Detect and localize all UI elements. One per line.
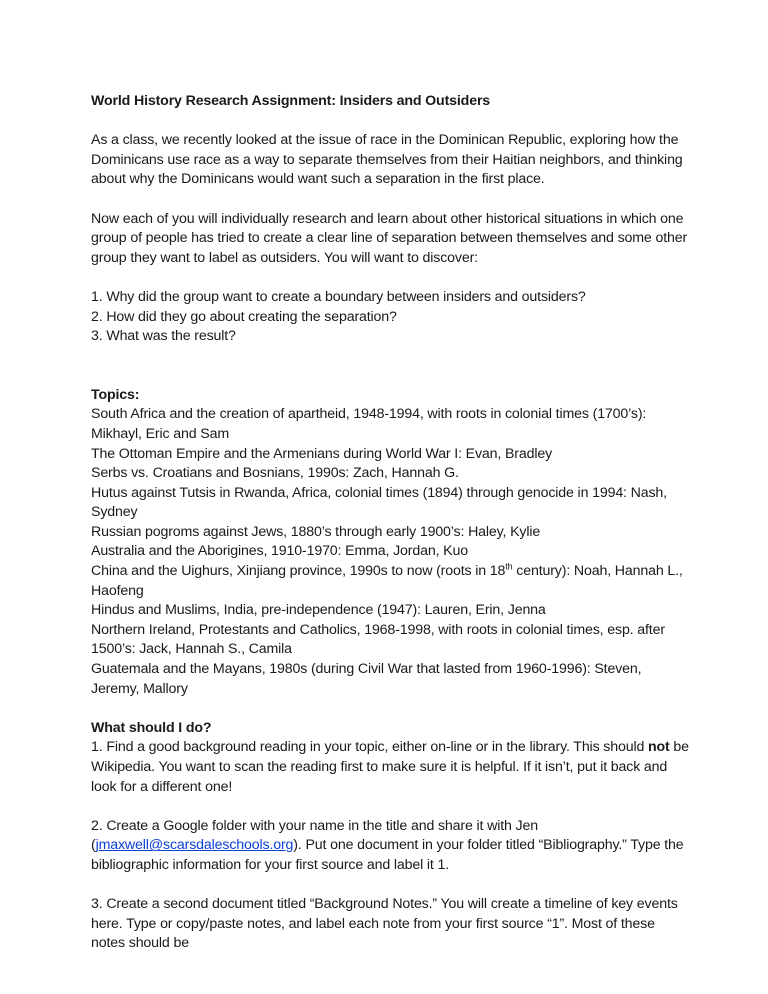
step-1	[91, 738, 691, 797]
topic-item: The Ottoman Empire and the Armenians during World War I: Evan, Bradley	[91, 445, 553, 462]
topic-item: Guatemala and the Mayans, 1980s (during Civil War that lasted from 1960-1996): Steven, Jeremy, Mallory	[91, 661, 642, 697]
topic-item: Hutus against Tutsis in Rwanda, Africa, colonial times (1894) through genocide in 1994: Nash, Sydney	[91, 484, 667, 521]
step-3: 3. Create a second document titled “Background Notes.” You will create a timeline of key events here. Type or copy/paste notes, and label each note from your first source “1”. Most of these notes should be	[91, 896, 678, 952]
question-1: 1. Why did the group want to create a boundary between insiders and outsiders?	[91, 288, 586, 305]
topic-text: century): Noah, Hannah L., Haofeng	[91, 563, 683, 599]
question-3: 3. What was the result?	[91, 328, 236, 345]
topic-item	[91, 562, 691, 601]
topics-heading: Topics:	[91, 386, 140, 403]
topic-item: Hindus and Muslims, India, pre-independence (1947): Lauren, Erin, Jenna	[91, 602, 546, 619]
topic-item: South Africa and the creation of apartheid, 1948-1994, with roots in colonial times (1700’s): Mikhayl, Eric and Sam	[91, 406, 647, 442]
topic-item: Northern Ireland, Protestants and Catholics, 1968-1998, with roots in colonial times, esp. after 1500’s: Jack, Hannah S., Camila	[91, 621, 665, 658]
document-page	[91, 92, 691, 954]
emphasis-not: not	[648, 739, 670, 756]
email-link[interactable]: jmaxwell@scarsdaleschools.org	[95, 837, 294, 854]
question-2: 2. How did they go about creating the separation?	[91, 308, 397, 325]
step-text: 2. Create a Google folder with your name in the title and share it with Jen (	[91, 817, 538, 854]
task-intro-paragraph: Now each of you will individually research and learn about other historical situations in which one group of people has tried to create a clear line of separation between themselves and some other group they want to label as outsiders. You will want to discover:	[91, 210, 688, 266]
topic-item: Serbs vs. Croatians and Bosnians, 1990s: Zach, Hannah G.	[91, 465, 459, 482]
ordinal-suffix: th	[505, 561, 513, 572]
topic-item: Australia and the Aborigines, 1910-1970: Emma, Jordan, Kuo	[91, 543, 468, 560]
step-text: ). Put one document in your folder titled “Bibliography.” Type the bibliographic information for your first source and label it 1.	[91, 837, 684, 873]
topic-item: Russian pogroms against Jews, 1880’s through early 1900’s: Haley, Kylie	[91, 523, 541, 540]
intro-paragraph: As a class, we recently looked at the issue of race in the Dominican Republic, exploring how the Dominicans use race as a way to separate themselves from their Haitian neighbors, and thinking about why the Dominicans would want such a separation in the first place.	[91, 132, 683, 188]
step-2	[91, 817, 691, 876]
step-text: be Wikipedia. You want to scan the reading first to make sure it is helpful. If it isn’t, put it back and look for a different one!	[91, 739, 689, 795]
what-heading: What should I do?	[91, 719, 212, 736]
document-title: World History Research Assignment: Insiders and Outsiders	[91, 93, 491, 109]
topic-text: China and the Uighurs, Xinjiang province, 1990s to now (roots in 18	[91, 563, 506, 580]
step-text: 1. Find a good background reading in your topic, either on-line or in the library. This should	[91, 739, 648, 756]
